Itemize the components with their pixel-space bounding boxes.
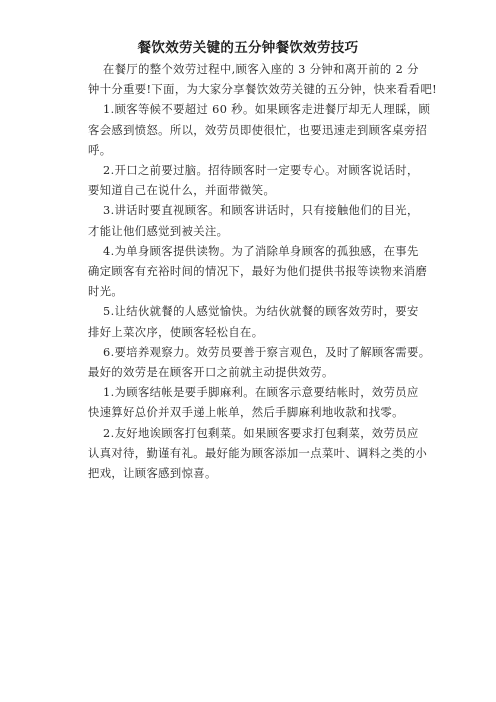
paragraph-tip-2 <box>88 161 418 201</box>
paragraph-intro <box>88 60 438 100</box>
text-line: 在餐厅的整个效劳过程中,顾客入座的 3 分钟和离开前的 2 分 <box>103 63 419 76</box>
text-line: 客会感到愤怒。所以，效劳员即使很忙，也要迅速走到顾客桌旁招 <box>88 123 428 137</box>
text-line: 排好上菜次序，使顾客轻松自在。 <box>88 325 264 339</box>
paragraph-tip-4 <box>88 242 428 303</box>
text-line: 要知道自己在说什么，并面带微笑。 <box>88 184 276 198</box>
text-line: 1.顾客等候不要超过 60 秒。如果顾客走进餐厅却无人理睬，顾 <box>103 103 431 117</box>
paragraph-tip-3 <box>88 201 418 241</box>
paragraph-tip-5 <box>88 302 418 342</box>
text-line: 认真对待，勤谨有礼。最好能为顾客添加一点菜叶、调料之类的小 <box>88 446 428 460</box>
text-line: 确定顾客有充裕时间的情况下，最好为他们提供书报等读物来消磨 <box>88 265 428 279</box>
text-line: 最好的效劳是在顾客开口之前就主动提供效劳。 <box>88 366 334 380</box>
text-line: 钟十分重要!下面，为大家分享餐饮效劳关键的五分钟，快来看看吧! <box>88 83 438 97</box>
text-line: 呼。 <box>88 143 112 157</box>
text-line: 6.要培养观察力。效劳员要善于察言观色，及时了解顾客需要。 <box>103 345 431 359</box>
document-body <box>88 60 438 484</box>
text-line: 时光。 <box>88 285 124 299</box>
text-line: 才能让他们感觉到被关注。 <box>88 224 229 238</box>
text-line: 2.友好地诶顾客打包剩菜。如果顾客要求打包剩菜，效劳员应 <box>103 426 419 440</box>
paragraph-departure-tip-1 <box>88 383 418 423</box>
text-line: 1.为顾客结帐是要手脚麻利。在顾客示意要结帐时，效劳员应 <box>103 386 419 400</box>
text-line: 4.为单身顾客提供读物。为了消除单身顾客的孤独感，在事先 <box>103 244 419 258</box>
paragraph-departure-tip-2 <box>88 424 428 485</box>
text-line: 3.讲话时要直视顾客。和顾客讲话时，只有接触他们的目光， <box>103 204 419 218</box>
text-line: 把戏，让顾客感到惊喜。 <box>88 467 217 481</box>
document-title: 餐饮效劳关键的五分钟餐饮效劳技巧 <box>137 40 359 56</box>
paragraph-tip-6 <box>88 343 431 383</box>
text-line: 2.开口之前要过脑。招待顾客时一定要专心。对顾客说话时， <box>103 164 419 178</box>
text-line: 快速算好总价并双手递上帐单，然后手脚麻利地收款和找零。 <box>88 406 404 420</box>
text-line: 5.让结伙就餐的人感觉愉快。为结伙就餐的顾客效劳时，要安 <box>103 305 419 319</box>
paragraph-tip-1 <box>88 100 431 161</box>
